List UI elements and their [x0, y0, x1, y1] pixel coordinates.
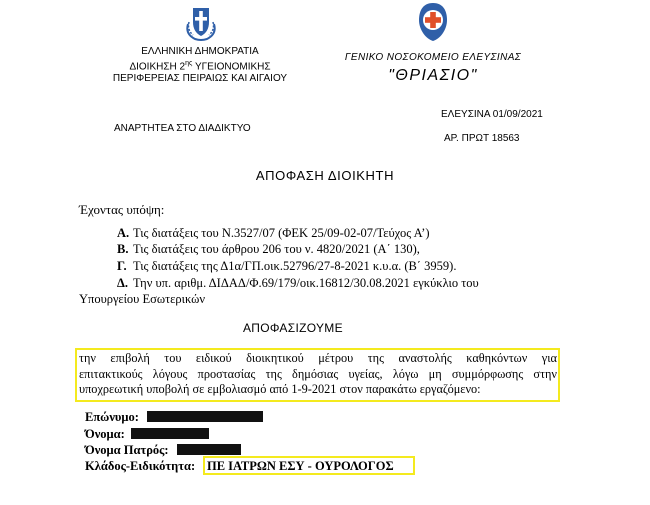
branch-label: Κλάδος-Ειδικότητα:: [85, 459, 196, 473]
consideration-text: Τις διατάξεις του Ν.3527/07 (ΦΕΚ 25/09-02-07/Τεύχος Α’): [133, 226, 430, 240]
consideration-b: [117, 242, 420, 257]
post-note: ΑΝΑΡΤΗΤΕΑ ΣΤΟ ΔΙΑΔΙΚΤΥΟ: [114, 123, 251, 134]
hospital-logo-icon: [418, 2, 448, 42]
consideration-c: [117, 259, 456, 274]
consideration-letter: Δ.: [117, 276, 128, 290]
hospital-short-name: "ΘΡΙΑΣΙΟ": [388, 67, 478, 84]
consideration-d: [117, 276, 479, 291]
name-redaction: [131, 428, 209, 439]
header-left-line-2a: ΔΙΟΙΚΗΣΗ 2: [129, 61, 186, 73]
document-title: ΑΠΟΦΑΣΗ ΔΙΟΙΚΗΤΗ: [255, 168, 395, 183]
decision-heading: ΑΠΟΦΑΣΙΖΟΥΜΕ: [243, 321, 343, 335]
branch-value: ΠΕ ΙΑΤΡΩΝ ΕΣΥ - ΟΥΡΟΛΟΓΟΣ: [207, 459, 394, 473]
consideration-text: Τις διατάξεις της Δ1α/ΓΠ.οικ.52796/27-8-2021 κ.υ.α. (Β΄ 3959).: [133, 259, 457, 273]
header-left-line-2b: ΥΓΕΙΟΝΟΜΙΚΗΣ: [192, 61, 271, 73]
decision-line-2: επιτακτικούς λόγους προστασίας της δημόσιας υγείας, λόγω μη συμμόρφωσης στην: [79, 366, 557, 381]
father-name-redaction: [177, 444, 241, 455]
hospital-name: ΓΕΝΙΚΟ ΝΟΣΟΚΟΜΕΙΟ ΕΛΕΥΣΙΝΑΣ: [344, 52, 522, 63]
header-left-superscript: ης: [185, 60, 193, 67]
consideration-letter: Α.: [117, 226, 130, 240]
greek-state-emblem-icon: [183, 4, 219, 42]
consideration-letter: Γ.: [117, 259, 127, 273]
name-label: Όνομα:: [85, 427, 125, 441]
decision-paragraph: [79, 351, 557, 398]
consideration-text: Τις διατάξεις του άρθρου 206 του ν. 4820/2021 (Α΄ 130),: [133, 242, 420, 256]
consideration-a: [117, 226, 430, 241]
place-date: ΕΛΕΥΣΙΝΑ 01/09/2021: [441, 109, 543, 120]
consideration-text: Την υπ. αριθμ. ΔΙΔΑΔ/Φ.69/179/οικ.16812/30.08.2021 εγκύκλιο του: [133, 276, 479, 290]
surname-label: Επώνυμο:: [85, 410, 139, 424]
decision-line-1: την επιβολή του ειδικού διοικητικού μέτρου της αναστολής καθηκόντων για: [79, 351, 557, 365]
decision-line-3: υποχρεωτική υποβολή σε εμβολιασμό από 1-9-2021 στον παρακάτω εργαζόμενο:: [79, 382, 481, 396]
protocol-number: ΑΡ. ΠΡΩΤ 18563: [444, 133, 520, 144]
consideration-letter: Β.: [117, 242, 129, 256]
ministry-header: [95, 46, 305, 85]
intro-text: Έχοντας υπόψη:: [79, 202, 165, 217]
surname-redaction: [147, 411, 263, 422]
header-left-line-2: [95, 58, 305, 73]
father-name-label: Όνομα Πατρός:: [85, 443, 169, 457]
header-left-line-3: ΠΕΡΙΦΕΡΕΙΑΣ ΠΕΙΡΑΙΩΣ ΚΑΙ ΑΙΓΑΙΟΥ: [112, 73, 288, 85]
header-left-line-1: ΕΛΛΗΝΙΚΗ ΔΗΜΟΚΡΑΤΙΑ: [141, 46, 259, 57]
consideration-continued: Υπουργείου Εσωτερικών: [79, 292, 206, 306]
